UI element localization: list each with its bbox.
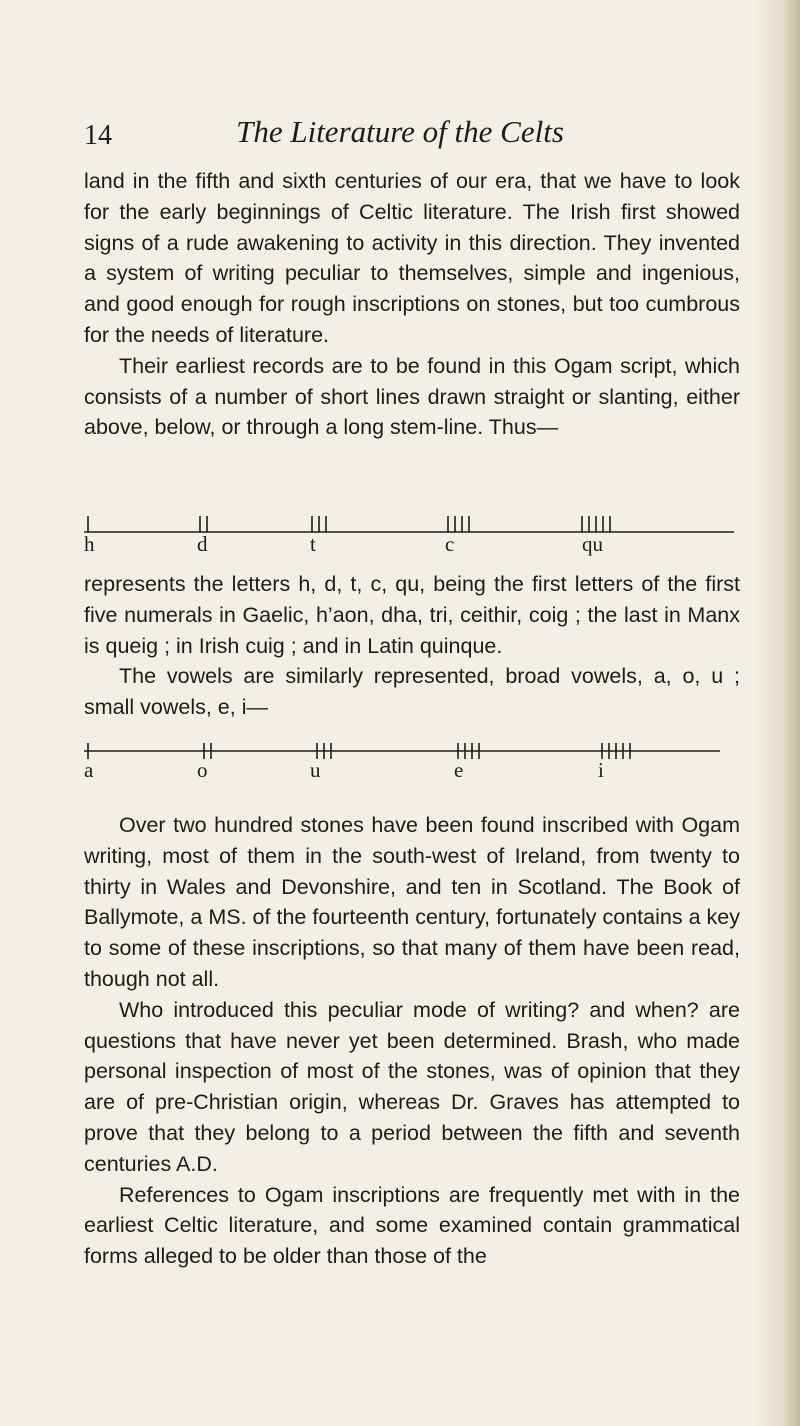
ogam-vowel-strokes xyxy=(84,736,754,766)
ogam-letter-t: t xyxy=(310,532,316,556)
paragraph: The vowels are similarly represented, broad vowels, a, o, u ; small vowels, e, i— xyxy=(84,664,740,720)
ogam-consonants-diagram xyxy=(84,510,754,558)
paragraph: Who introduced this peculiar mode of writing? and when? are questions that have never yet been determined. Brash, who made personal inspection of most of the stones, was of opinion that they are of pre-Christian origin, whereas Dr. Graves has attempted to prove that they belong to a period between the fifth and seventh centuries A.D. xyxy=(84,997,740,1176)
paragraph: land in the fifth and sixth centuries of our era, that we have to look for the early beginnings of Celtic literature. The Irish first showed signs of a rude awakening to activity in this direction. They invented a system of writing peculiar to themselves, simple and ingenious, and good enough for rough inscriptions on stones, but too cumbrous for the needs of literature. xyxy=(84,169,740,347)
page-number: 14 xyxy=(84,120,112,151)
ogam-letter-o: o xyxy=(197,758,208,782)
ogam-letter-i: i xyxy=(598,758,604,782)
ogam-vowels-diagram xyxy=(84,736,754,788)
page-header xyxy=(0,114,800,154)
ogam-letter-e: e xyxy=(454,758,464,782)
paragraph: represents the letters h, d, t, c, qu, being the first letters of the first five numerals in Gaelic, h’aon, dha, tri, ceithir, coig ; the last in Manx is queig ; in Irish cuig ; and in Latin quinque. xyxy=(84,572,740,658)
ogam-letter-u: u xyxy=(310,758,321,782)
paragraph: Over two hundred stones have been found inscribed with Ogam writing, most of them in the south-west of Ireland, from twenty to thirty in Wales and Devonshire, and ten in Scotland. The Book of Ballymote, a MS. of the fourteenth century, fortunately contains a key to some of these inscriptions, so that many of them have been read, though not all. xyxy=(84,813,740,991)
text-block-bottom xyxy=(84,810,740,1272)
ogam-letter-d: d xyxy=(197,532,208,556)
text-block-top xyxy=(84,166,740,443)
running-title: The Literature of the Celts xyxy=(236,114,564,149)
ogam-consonant-strokes xyxy=(84,510,754,534)
ogam-letter-qu: qu xyxy=(582,532,603,556)
ogam-letter-h: h xyxy=(84,532,95,556)
paragraph: References to Ogam inscriptions are frequently met with in the earliest Celtic literature, and some examined contain grammatical forms alleged to be older than those of the xyxy=(84,1182,740,1269)
text-block-middle xyxy=(84,569,740,723)
ogam-letter-c: c xyxy=(445,532,455,556)
page-edge-shadow xyxy=(754,0,800,1426)
ogam-letter-a: a xyxy=(84,758,94,782)
paragraph: Their earliest records are to be found in this Ogam script, which consists of a number of short lines drawn straight or slanting, either above, below, or through a long stem-line. Thus— xyxy=(84,353,740,440)
